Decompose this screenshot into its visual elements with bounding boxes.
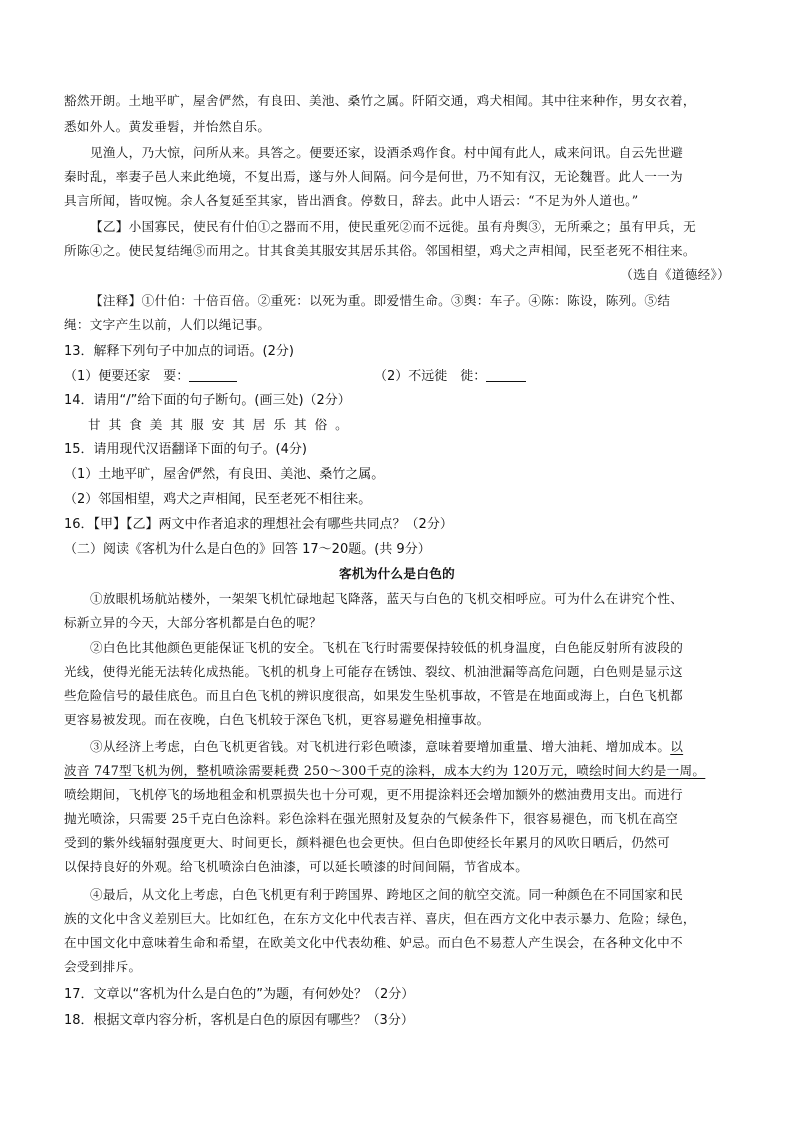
- article-line: [90, 737, 734, 757]
- question-17: 17．文章以“客机为什么是白色的”为题，有何妙处？（2分）: [64, 987, 415, 1002]
- question-18: 18．根据文章内容分析，客机是白色的原因有哪些？（3分）: [64, 1013, 414, 1028]
- question-14-sentence: 甘其食美其服安其居乐其俗。: [88, 417, 356, 432]
- article-line: 会受到排斥。: [64, 959, 142, 974]
- article-line: 受到的紫外线辐射强度更大、时间更长，颜料褪色也会更快。但白色即使经长年累月的风吹日晒后，仍然可: [64, 835, 671, 850]
- question-16: 16．【甲】【乙】两文中作者追求的理想社会有哪些共同点？（2分）: [64, 517, 453, 532]
- notes-line: 【注释】①什伯：十倍百倍。②重死：以死为重。即爱惜生命。③舆：车子。④陈：陈设，陈列。⑤结: [90, 293, 671, 308]
- passage-a-line: 秦时乱，率妻子邑人来此绝境，不复出焉，遂与外人间隔。问今是何世，乃不知有汉，无论魏晋。此人一一为: [64, 169, 683, 184]
- answer-blank[interactable]: [486, 367, 526, 382]
- question-15-2: （2）邻国相望，鸡犬之声相闻，民至老死不相往来。: [64, 492, 372, 507]
- question-14: 14．请用“/”给下面的句子断句。(画三处)（2分）: [64, 393, 351, 408]
- article-line: ①放眼机场航站楼外，一架架飞机忙碌地起飞降落，蓝天与白色的飞机交相呼应。可为什么在讲究个性、: [90, 591, 684, 606]
- article-line: ④最后，从文化上考虑，白色飞机更有利于跨国界、跨地区之间的航空交流。同一种颜色在不同国家和民: [90, 887, 684, 902]
- article-title: 客机为什么是白色的: [338, 566, 456, 581]
- article-line: 标新立异的今天，大部分客机都是白色的呢？: [64, 615, 322, 630]
- question-13: 13．解释下列句子中加点的词语。(2分): [64, 344, 294, 359]
- underlined-text: 以: [670, 739, 684, 754]
- article-line: 族的文化中含义差别巨大。比如红色，在东方文化中代表吉祥、喜庆，但在西方文化中表示暴力、危险；绿色，: [64, 911, 696, 926]
- notes-line: 绳：文字产生以前，人们以绳记事。: [64, 317, 271, 332]
- article-line: ②白色比其他颜色更能保证飞机的安全。飞机在飞行时需要保持较低的机身温度，白色能反射所有波段的: [90, 640, 684, 655]
- question-13-1: [64, 367, 364, 387]
- question-15-1: （1）土地平旷，屋舍俨然，有良田、美池、桑竹之属。: [64, 467, 385, 482]
- article-line: 在中国文化中意味着生命和希望，在欧美文化中代表幼稚、妒忌。而白色不易惹人产生误会，在各种文化中不: [64, 935, 683, 950]
- passage-a-line: 悉如外人。黄发垂髫，并怡然自乐。: [64, 119, 271, 134]
- passage-b-line: 【乙】小国寡民，使民有什伯①之器而不用，使民重死②而不远徙。虽有舟舆③，无所乘之；虽有甲兵，无: [90, 219, 697, 234]
- question-15: 15．请用现代汉语翻译下面的句子。(4分): [64, 442, 307, 457]
- question-13-2-label: （2）不远徙 徙：: [374, 369, 487, 384]
- answer-blank[interactable]: [189, 367, 237, 382]
- article-line: 些危险信号的最佳底色。而且白色飞机的辨识度很高，如果发生坠机事故，不管是在地面或海上，白色飞机都: [64, 688, 683, 703]
- passage-a-line: 具言所闻，皆叹惋。余人各复延至其家，皆出酒食。停数日，辞去。此中人语云：“不足为外人道也。”: [64, 193, 639, 208]
- article-line: 抛光喷涂，只需要 25千克白色涂料。彩色涂料在强光照射及复杂的气候条件下，很容易褪色，而飞机在高空: [64, 811, 679, 826]
- article-line: 喷绘期间，飞机停飞的场地租金和机票损失也十分可观，更不用提涂料还会增加额外的燃油费用支出。而进行: [64, 787, 683, 802]
- section-heading: （二）阅读《客机为什么是白色的》回答 17～20题。(共 9分）: [64, 542, 431, 557]
- underlined-sentence: 波音 747型飞机为例，整机喷涂需要耗费 250～300千克的涂料，成本大约为 120万元，喷绘时间大约是一周。: [64, 763, 706, 778]
- article-line: 更容易被发现。而在夜晚，白色飞机较于深色飞机，更容易避免相撞事故。: [64, 712, 490, 727]
- article-line: 光线，使得光能无法转化成热能。飞机的机身上可能存在锈蚀、裂纹、机油泄漏等高危问题，白色则是显示这: [64, 664, 683, 679]
- question-13-2: [374, 367, 674, 387]
- passage-b-line: 所陈④之。使民复结绳⑤而用之。甘其食美其服安其居乐其俗。邻国相望，鸡犬之声相闻，民至老死不相往来。: [64, 243, 696, 258]
- question-13-1-label: （1）便要还家 要：: [64, 369, 190, 384]
- article-line: 以保持良好的外观。给飞机喷涂白色油漆，可以延长喷漆的时间间隔，节省成本。: [64, 859, 529, 874]
- passage-b-source: （选自《道德经》）: [620, 267, 730, 282]
- passage-a-line: 豁然开朗。土地平旷，屋舍俨然，有良田、美池、桑竹之属。阡陌交通，鸡犬相闻。其中往来种作，男女衣着，: [64, 93, 696, 108]
- article-text: ③从经济上考虑，白色飞机更省钱。对飞机进行彩色喷漆，意味着要增加重量、增大油耗、增加成本。: [90, 739, 671, 754]
- passage-a-line: 见渔人，乃大惊，问所从来。具答之。便要还家，设酒杀鸡作食。村中闻有此人，咸来问讯。自云先世避: [90, 145, 684, 160]
